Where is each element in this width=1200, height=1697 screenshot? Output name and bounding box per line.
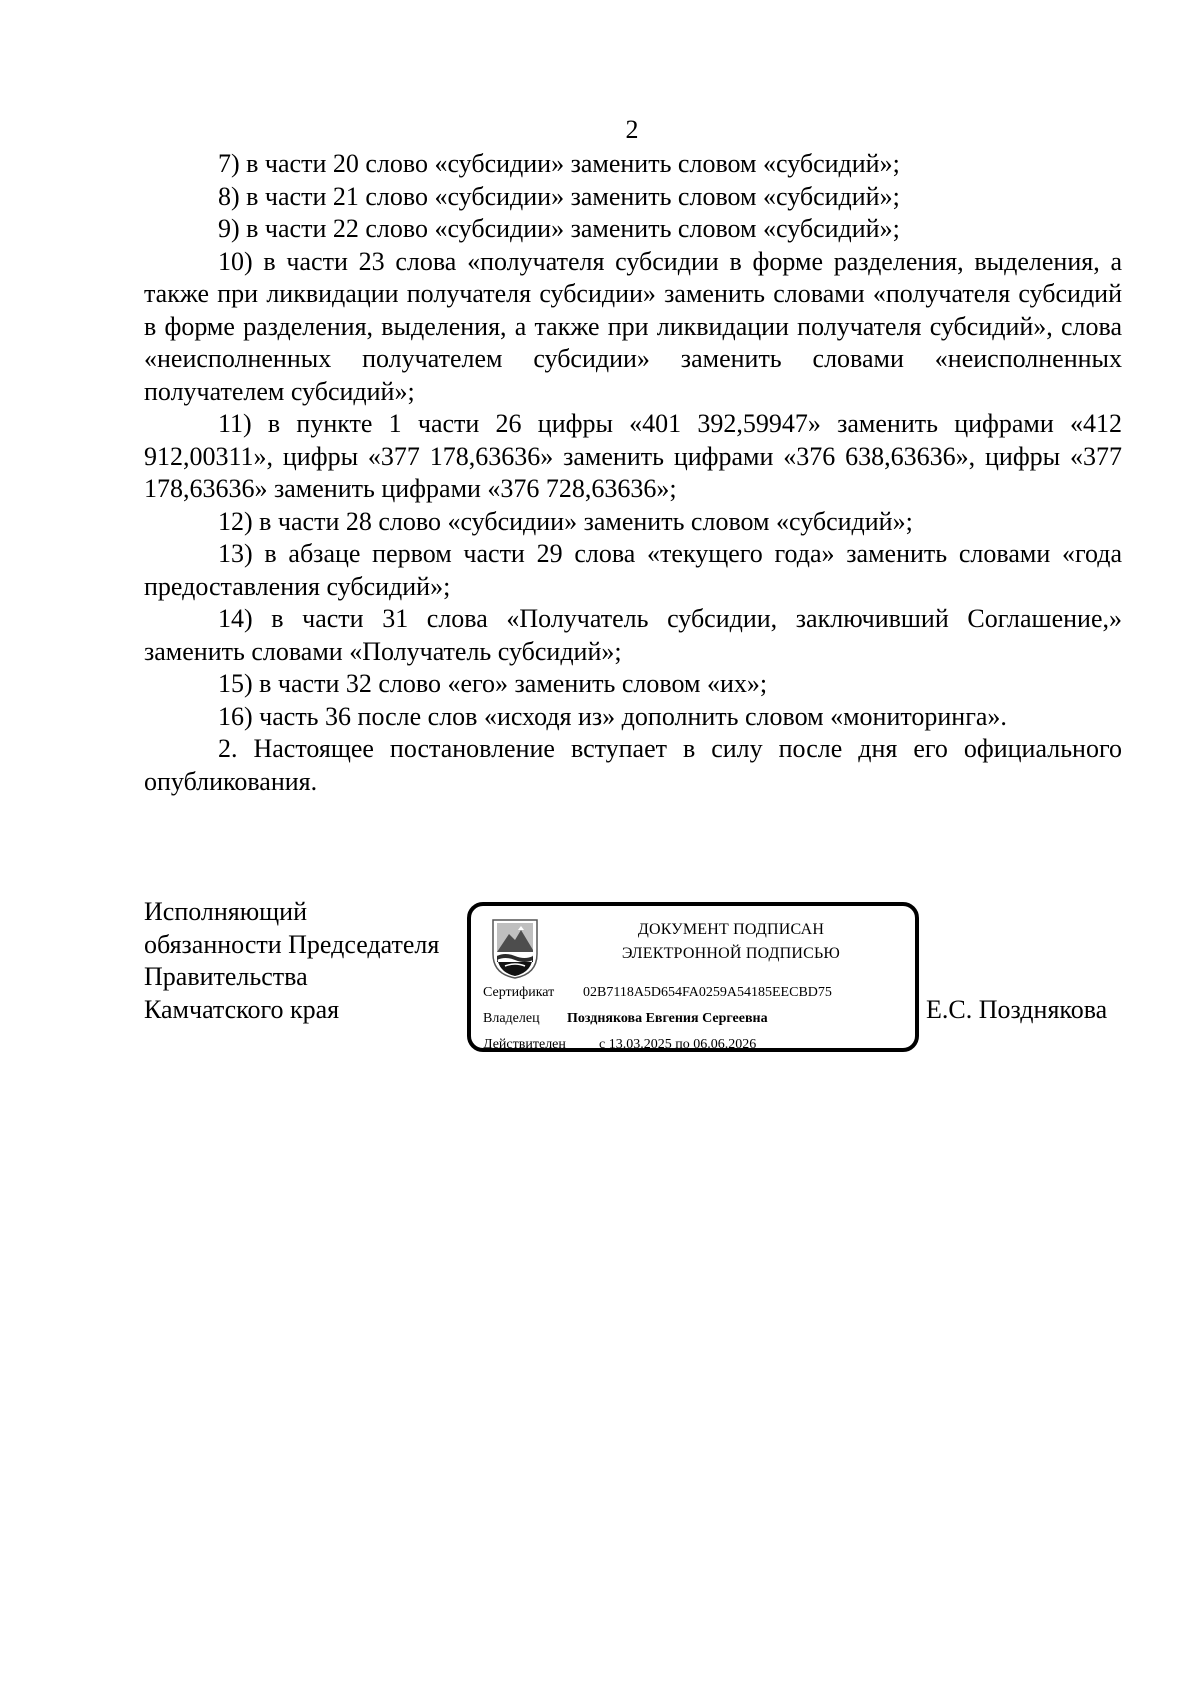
stamp-owner-label: Владелец	[483, 1011, 540, 1026]
paragraph-item-8: 8) в части 21 слово «субсидии» заменить словом «субсидий»;	[218, 181, 900, 211]
stamp-owner-value: Позднякова Евгения Сергеевна	[567, 1011, 768, 1026]
paragraph-item-10: 10) в части 23 слова «получателя субсидии в форме разделения, выделения, а также при ликвидации получателя субсидии» заменить словами «получателя субсидий в форме разделения, выделения, а также при ликвидации получателя субсидий», слова «неисполненных получателем субсидии» заменить словами «неисполненных получателем субсидий»;	[144, 246, 1122, 406]
paragraph-item-9: 9) в части 22 слово «субсидии» заменить словом «субсидий»;	[218, 214, 900, 243]
paragraph-item-14: 14) в части 31 слова «Получатель субсидии, заключивший Соглашение,» заменить словами «Получатель субсидий»;	[144, 604, 1122, 666]
stamp-validity-value: с 13.03.2025 по 06.06.2026	[599, 1037, 757, 1052]
stamp-heading-line: ЭЛЕКТРОННОЙ ПОДПИСЬЮ	[621, 945, 841, 962]
signer-title-line: обязанности Председателя	[144, 929, 440, 959]
stamp-heading	[581, 918, 881, 966]
stamp-validity-label: Действителен	[483, 1037, 566, 1052]
signer-name: Е.С. Позднякова	[926, 995, 1108, 1024]
signer-title-line: Камчатского края	[144, 994, 340, 1024]
paragraph-item-13: 13) в абзаце первом части 29 слова «текущего года» заменить словами «года предоставления субсидий»;	[144, 539, 1122, 601]
signer-title-line: Правительства	[144, 962, 308, 991]
stamp-owner-row	[483, 1010, 768, 1028]
electronic-signature-stamp	[467, 902, 919, 1052]
signer-title	[144, 896, 474, 1026]
paragraph-item-7: 7) в части 20 слово «субсидии» заменить словом «субсидий»;	[218, 149, 900, 178]
paragraph-item-12: 12) в части 28 слово «субсидии» заменить словом «субсидий»;	[218, 506, 913, 536]
signer-title-line: Исполняющий	[144, 897, 308, 926]
document-body	[144, 148, 1122, 798]
stamp-heading-line: ДОКУМЕНТ ПОДПИСАН	[637, 921, 825, 938]
stamp-validity-row	[483, 1036, 756, 1054]
paragraph-clause-2: 2. Настоящее постановление вступает в силу после дня его официального опубликования.	[144, 734, 1122, 796]
paragraph-item-11: 11) в пункте 1 части 26 цифры «401 392,59947» заменить цифрами «412 912,00311», цифры «377 178,63636» заменить цифрами «376 638,63636», цифры «377 178,63636» заменить цифрами «376 728,63636»;	[144, 409, 1122, 503]
kamchatka-coat-of-arms-icon	[485, 916, 545, 980]
page-number: 2	[625, 115, 639, 144]
stamp-certificate-label: Сертификат	[483, 985, 555, 1000]
stamp-certificate-value: 02B7118A5D654FA0259A54185EECBD75	[583, 985, 832, 1000]
paragraph-item-15: 15) в части 32 слово «его» заменить словом «их»;	[218, 669, 768, 698]
paragraph-item-16: 16) часть 36 после слов «исходя из» дополнить словом «мониторинга».	[218, 701, 1007, 731]
stamp-certificate-row	[483, 984, 832, 1002]
